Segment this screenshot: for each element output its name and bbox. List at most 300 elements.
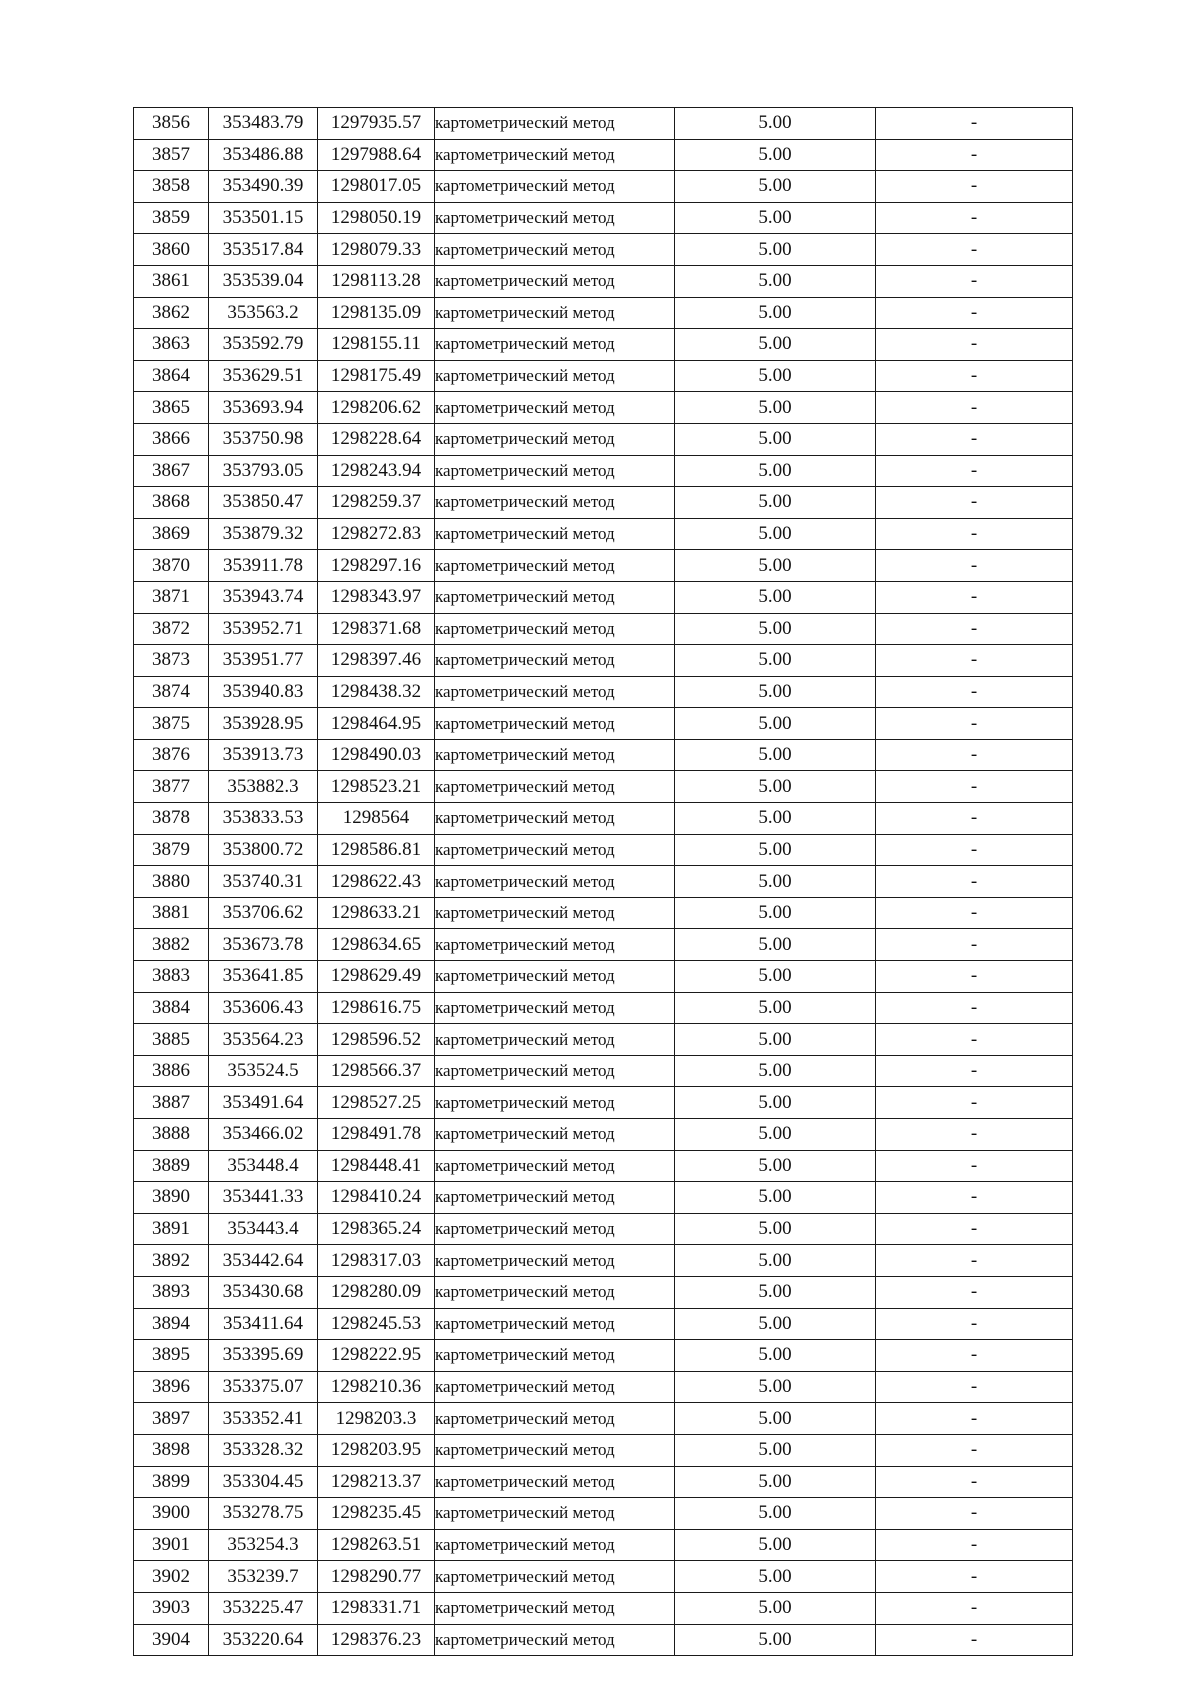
accuracy-cell: 5.00 — [675, 1213, 876, 1245]
table-row — [134, 1466, 1073, 1498]
table-row — [134, 455, 1073, 487]
accuracy-cell: 5.00 — [675, 1245, 876, 1277]
method-cell: картометрический метод — [435, 645, 675, 677]
accuracy-cell: 5.00 — [675, 771, 876, 803]
x-coordinate-cell: 353911.78 — [209, 550, 318, 582]
method-cell: картометрический метод — [435, 1150, 675, 1182]
table-row — [134, 1119, 1073, 1151]
method-cell: картометрический метод — [435, 897, 675, 929]
point-number-cell: 3893 — [134, 1276, 209, 1308]
y-coordinate-cell: 1297935.57 — [318, 108, 435, 140]
method-cell: картометрический метод — [435, 487, 675, 519]
description-cell: - — [876, 202, 1073, 234]
point-number-cell: 3890 — [134, 1182, 209, 1214]
description-cell: - — [876, 961, 1073, 993]
accuracy-cell: 5.00 — [675, 1150, 876, 1182]
accuracy-cell: 5.00 — [675, 613, 876, 645]
description-cell: - — [876, 550, 1073, 582]
point-number-cell: 3873 — [134, 645, 209, 677]
table-row — [134, 992, 1073, 1024]
description-cell: - — [876, 581, 1073, 613]
point-number-cell: 3899 — [134, 1466, 209, 1498]
point-number-cell: 3865 — [134, 392, 209, 424]
accuracy-cell: 5.00 — [675, 961, 876, 993]
accuracy-cell: 5.00 — [675, 1276, 876, 1308]
y-coordinate-cell: 1298490.03 — [318, 739, 435, 771]
accuracy-cell: 5.00 — [675, 392, 876, 424]
table-row — [134, 1529, 1073, 1561]
point-number-cell: 3877 — [134, 771, 209, 803]
y-coordinate-cell: 1298343.97 — [318, 581, 435, 613]
table-row — [134, 1403, 1073, 1435]
accuracy-cell: 5.00 — [675, 234, 876, 266]
x-coordinate-cell: 353641.85 — [209, 961, 318, 993]
accuracy-cell: 5.00 — [675, 108, 876, 140]
description-cell: - — [876, 1119, 1073, 1151]
x-coordinate-cell: 353913.73 — [209, 739, 318, 771]
y-coordinate-cell: 1298210.36 — [318, 1371, 435, 1403]
method-cell: картометрический метод — [435, 1024, 675, 1056]
x-coordinate-cell: 353328.32 — [209, 1434, 318, 1466]
table-row — [134, 423, 1073, 455]
description-cell: - — [876, 518, 1073, 550]
point-number-cell: 3895 — [134, 1340, 209, 1372]
point-number-cell: 3859 — [134, 202, 209, 234]
y-coordinate-cell: 1298206.62 — [318, 392, 435, 424]
point-number-cell: 3884 — [134, 992, 209, 1024]
point-number-cell: 3903 — [134, 1592, 209, 1624]
point-number-cell: 3898 — [134, 1434, 209, 1466]
accuracy-cell: 5.00 — [675, 1403, 876, 1435]
y-coordinate-cell: 1298491.78 — [318, 1119, 435, 1151]
x-coordinate-cell: 353606.43 — [209, 992, 318, 1024]
y-coordinate-cell: 1298448.41 — [318, 1150, 435, 1182]
point-number-cell: 3892 — [134, 1245, 209, 1277]
description-cell: - — [876, 297, 1073, 329]
point-number-cell: 3871 — [134, 581, 209, 613]
method-cell: картометрический метод — [435, 613, 675, 645]
description-cell: - — [876, 645, 1073, 677]
y-coordinate-cell: 1298397.46 — [318, 645, 435, 677]
table-row — [134, 234, 1073, 266]
coordinates-table — [133, 107, 1073, 1656]
accuracy-cell: 5.00 — [675, 834, 876, 866]
method-cell: картометрический метод — [435, 139, 675, 171]
y-coordinate-cell: 1298245.53 — [318, 1308, 435, 1340]
x-coordinate-cell: 353833.53 — [209, 803, 318, 835]
accuracy-cell: 5.00 — [675, 1308, 876, 1340]
y-coordinate-cell: 1298243.94 — [318, 455, 435, 487]
method-cell: картометрический метод — [435, 1498, 675, 1530]
description-cell: - — [876, 1624, 1073, 1656]
point-number-cell: 3876 — [134, 739, 209, 771]
table-row — [134, 139, 1073, 171]
table-row — [134, 297, 1073, 329]
accuracy-cell: 5.00 — [675, 645, 876, 677]
point-number-cell: 3882 — [134, 929, 209, 961]
y-coordinate-cell: 1298235.45 — [318, 1498, 435, 1530]
point-number-cell: 3901 — [134, 1529, 209, 1561]
y-coordinate-cell: 1298331.71 — [318, 1592, 435, 1624]
table-row — [134, 739, 1073, 771]
table-row — [134, 108, 1073, 140]
x-coordinate-cell: 353278.75 — [209, 1498, 318, 1530]
method-cell: картометрический метод — [435, 234, 675, 266]
method-cell: картометрический метод — [435, 1087, 675, 1119]
x-coordinate-cell: 353430.68 — [209, 1276, 318, 1308]
y-coordinate-cell: 1298017.05 — [318, 171, 435, 203]
description-cell: - — [876, 1371, 1073, 1403]
method-cell: картометрический метод — [435, 265, 675, 297]
point-number-cell: 3872 — [134, 613, 209, 645]
y-coordinate-cell: 1298203.95 — [318, 1434, 435, 1466]
method-cell: картометрический метод — [435, 171, 675, 203]
x-coordinate-cell: 353951.77 — [209, 645, 318, 677]
x-coordinate-cell: 353352.41 — [209, 1403, 318, 1435]
table-row — [134, 1308, 1073, 1340]
accuracy-cell: 5.00 — [675, 1561, 876, 1593]
method-cell: картометрический метод — [435, 1466, 675, 1498]
method-cell: картометрический метод — [435, 1592, 675, 1624]
y-coordinate-cell: 1298213.37 — [318, 1466, 435, 1498]
description-cell: - — [876, 1498, 1073, 1530]
x-coordinate-cell: 353592.79 — [209, 329, 318, 361]
accuracy-cell: 5.00 — [675, 1466, 876, 1498]
description-cell: - — [876, 1308, 1073, 1340]
method-cell: картометрический метод — [435, 929, 675, 961]
table-row — [134, 866, 1073, 898]
accuracy-cell: 5.00 — [675, 329, 876, 361]
y-coordinate-cell: 1298113.28 — [318, 265, 435, 297]
point-number-cell: 3874 — [134, 676, 209, 708]
y-coordinate-cell: 1298566.37 — [318, 1055, 435, 1087]
method-cell: картометрический метод — [435, 423, 675, 455]
x-coordinate-cell: 353501.15 — [209, 202, 318, 234]
x-coordinate-cell: 353486.88 — [209, 139, 318, 171]
method-cell: картометрический метод — [435, 1434, 675, 1466]
table-row — [134, 265, 1073, 297]
x-coordinate-cell: 353395.69 — [209, 1340, 318, 1372]
x-coordinate-cell: 353879.32 — [209, 518, 318, 550]
description-cell: - — [876, 1340, 1073, 1372]
accuracy-cell: 5.00 — [675, 1340, 876, 1372]
point-number-cell: 3887 — [134, 1087, 209, 1119]
description-cell: - — [876, 866, 1073, 898]
accuracy-cell: 5.00 — [675, 1182, 876, 1214]
x-coordinate-cell: 353564.23 — [209, 1024, 318, 1056]
x-coordinate-cell: 353673.78 — [209, 929, 318, 961]
method-cell: картометрический метод — [435, 108, 675, 140]
method-cell: картометрический метод — [435, 866, 675, 898]
description-cell: - — [876, 1592, 1073, 1624]
x-coordinate-cell: 353225.47 — [209, 1592, 318, 1624]
y-coordinate-cell: 1298616.75 — [318, 992, 435, 1024]
x-coordinate-cell: 353740.31 — [209, 866, 318, 898]
table-row — [134, 581, 1073, 613]
y-coordinate-cell: 1298135.09 — [318, 297, 435, 329]
x-coordinate-cell: 353706.62 — [209, 897, 318, 929]
table-row — [134, 1592, 1073, 1624]
description-cell: - — [876, 329, 1073, 361]
description-cell: - — [876, 1150, 1073, 1182]
description-cell: - — [876, 771, 1073, 803]
y-coordinate-cell: 1298629.49 — [318, 961, 435, 993]
x-coordinate-cell: 353448.4 — [209, 1150, 318, 1182]
y-coordinate-cell: 1298203.3 — [318, 1403, 435, 1435]
y-coordinate-cell: 1298586.81 — [318, 834, 435, 866]
y-coordinate-cell: 1297988.64 — [318, 139, 435, 171]
accuracy-cell: 5.00 — [675, 708, 876, 740]
table-row — [134, 487, 1073, 519]
x-coordinate-cell: 353693.94 — [209, 392, 318, 424]
description-cell: - — [876, 423, 1073, 455]
point-number-cell: 3870 — [134, 550, 209, 582]
point-number-cell: 3896 — [134, 1371, 209, 1403]
accuracy-cell: 5.00 — [675, 202, 876, 234]
method-cell: картометрический метод — [435, 992, 675, 1024]
accuracy-cell: 5.00 — [675, 897, 876, 929]
point-number-cell: 3878 — [134, 803, 209, 835]
accuracy-cell: 5.00 — [675, 1024, 876, 1056]
description-cell: - — [876, 234, 1073, 266]
x-coordinate-cell: 353750.98 — [209, 423, 318, 455]
method-cell: картометрический метод — [435, 202, 675, 234]
table-row — [134, 1561, 1073, 1593]
method-cell: картометрический метод — [435, 518, 675, 550]
x-coordinate-cell: 353239.7 — [209, 1561, 318, 1593]
accuracy-cell: 5.00 — [675, 1434, 876, 1466]
y-coordinate-cell: 1298317.03 — [318, 1245, 435, 1277]
point-number-cell: 3894 — [134, 1308, 209, 1340]
method-cell: картометрический метод — [435, 1561, 675, 1593]
y-coordinate-cell: 1298297.16 — [318, 550, 435, 582]
accuracy-cell: 5.00 — [675, 1055, 876, 1087]
table-row — [134, 961, 1073, 993]
accuracy-cell: 5.00 — [675, 581, 876, 613]
point-number-cell: 3867 — [134, 455, 209, 487]
accuracy-cell: 5.00 — [675, 423, 876, 455]
description-cell: - — [876, 1182, 1073, 1214]
x-coordinate-cell: 353254.3 — [209, 1529, 318, 1561]
y-coordinate-cell: 1298596.52 — [318, 1024, 435, 1056]
point-number-cell: 3866 — [134, 423, 209, 455]
y-coordinate-cell: 1298376.23 — [318, 1624, 435, 1656]
point-number-cell: 3869 — [134, 518, 209, 550]
method-cell: картометрический метод — [435, 803, 675, 835]
point-number-cell: 3902 — [134, 1561, 209, 1593]
accuracy-cell: 5.00 — [675, 487, 876, 519]
method-cell: картометрический метод — [435, 1403, 675, 1435]
description-cell: - — [876, 139, 1073, 171]
method-cell: картометрический метод — [435, 1055, 675, 1087]
method-cell: картометрический метод — [435, 297, 675, 329]
table-row — [134, 171, 1073, 203]
description-cell: - — [876, 613, 1073, 645]
x-coordinate-cell: 353443.4 — [209, 1213, 318, 1245]
method-cell: картометрический метод — [435, 1308, 675, 1340]
x-coordinate-cell: 353940.83 — [209, 676, 318, 708]
y-coordinate-cell: 1298050.19 — [318, 202, 435, 234]
description-cell: - — [876, 455, 1073, 487]
y-coordinate-cell: 1298371.68 — [318, 613, 435, 645]
y-coordinate-cell: 1298175.49 — [318, 360, 435, 392]
point-number-cell: 3858 — [134, 171, 209, 203]
table-row — [134, 1150, 1073, 1182]
description-cell: - — [876, 992, 1073, 1024]
x-coordinate-cell: 353483.79 — [209, 108, 318, 140]
x-coordinate-cell: 353466.02 — [209, 1119, 318, 1151]
description-cell: - — [876, 1403, 1073, 1435]
method-cell: картометрический метод — [435, 676, 675, 708]
method-cell: картометрический метод — [435, 1529, 675, 1561]
accuracy-cell: 5.00 — [675, 265, 876, 297]
point-number-cell: 3862 — [134, 297, 209, 329]
description-cell: - — [876, 834, 1073, 866]
description-cell: - — [876, 676, 1073, 708]
x-coordinate-cell: 353882.3 — [209, 771, 318, 803]
y-coordinate-cell: 1298228.64 — [318, 423, 435, 455]
description-cell: - — [876, 1466, 1073, 1498]
accuracy-cell: 5.00 — [675, 139, 876, 171]
accuracy-cell: 5.00 — [675, 803, 876, 835]
description-cell: - — [876, 392, 1073, 424]
x-coordinate-cell: 353629.51 — [209, 360, 318, 392]
table-row — [134, 1276, 1073, 1308]
table-row — [134, 708, 1073, 740]
table-row — [134, 929, 1073, 961]
y-coordinate-cell: 1298280.09 — [318, 1276, 435, 1308]
point-number-cell: 3900 — [134, 1498, 209, 1530]
method-cell: картометрический метод — [435, 329, 675, 361]
table-row — [134, 550, 1073, 582]
x-coordinate-cell: 353220.64 — [209, 1624, 318, 1656]
accuracy-cell: 5.00 — [675, 739, 876, 771]
description-cell: - — [876, 897, 1073, 929]
accuracy-cell: 5.00 — [675, 171, 876, 203]
y-coordinate-cell: 1298079.33 — [318, 234, 435, 266]
table-row — [134, 202, 1073, 234]
x-coordinate-cell: 353928.95 — [209, 708, 318, 740]
method-cell: картометрический метод — [435, 1624, 675, 1656]
x-coordinate-cell: 353304.45 — [209, 1466, 318, 1498]
table-row — [134, 771, 1073, 803]
accuracy-cell: 5.00 — [675, 866, 876, 898]
table-row — [134, 518, 1073, 550]
y-coordinate-cell: 1298222.95 — [318, 1340, 435, 1372]
point-number-cell: 3861 — [134, 265, 209, 297]
table-row — [134, 803, 1073, 835]
point-number-cell: 3886 — [134, 1055, 209, 1087]
y-coordinate-cell: 1298523.21 — [318, 771, 435, 803]
x-coordinate-cell: 353491.64 — [209, 1087, 318, 1119]
point-number-cell: 3881 — [134, 897, 209, 929]
table-row — [134, 834, 1073, 866]
y-coordinate-cell: 1298622.43 — [318, 866, 435, 898]
point-number-cell: 3891 — [134, 1213, 209, 1245]
table-row — [134, 1087, 1073, 1119]
table-row — [134, 676, 1073, 708]
table-row — [134, 329, 1073, 361]
x-coordinate-cell: 353375.07 — [209, 1371, 318, 1403]
x-coordinate-cell: 353850.47 — [209, 487, 318, 519]
table-row — [134, 1182, 1073, 1214]
y-coordinate-cell: 1298290.77 — [318, 1561, 435, 1593]
description-cell: - — [876, 171, 1073, 203]
method-cell: картометрический метод — [435, 550, 675, 582]
table-row — [134, 1024, 1073, 1056]
table-row — [134, 1245, 1073, 1277]
table-row — [134, 1434, 1073, 1466]
x-coordinate-cell: 353539.04 — [209, 265, 318, 297]
y-coordinate-cell: 1298564 — [318, 803, 435, 835]
method-cell: картометрический метод — [435, 1213, 675, 1245]
table-row — [134, 1340, 1073, 1372]
point-number-cell: 3875 — [134, 708, 209, 740]
x-coordinate-cell: 353563.2 — [209, 297, 318, 329]
accuracy-cell: 5.00 — [675, 1529, 876, 1561]
method-cell: картометрический метод — [435, 834, 675, 866]
x-coordinate-cell: 353952.71 — [209, 613, 318, 645]
table-row — [134, 1371, 1073, 1403]
description-cell: - — [876, 1087, 1073, 1119]
method-cell: картометрический метод — [435, 771, 675, 803]
point-number-cell: 3863 — [134, 329, 209, 361]
method-cell: картометрический метод — [435, 1245, 675, 1277]
accuracy-cell: 5.00 — [675, 550, 876, 582]
accuracy-cell: 5.00 — [675, 929, 876, 961]
table-row — [134, 1624, 1073, 1656]
description-cell: - — [876, 1024, 1073, 1056]
description-cell: - — [876, 929, 1073, 961]
description-cell: - — [876, 739, 1073, 771]
method-cell: картометрический метод — [435, 1119, 675, 1151]
x-coordinate-cell: 353943.74 — [209, 581, 318, 613]
description-cell: - — [876, 487, 1073, 519]
description-cell: - — [876, 360, 1073, 392]
accuracy-cell: 5.00 — [675, 1119, 876, 1151]
description-cell: - — [876, 1529, 1073, 1561]
description-cell: - — [876, 1055, 1073, 1087]
table-body — [134, 108, 1073, 1656]
table-row — [134, 1498, 1073, 1530]
accuracy-cell: 5.00 — [675, 518, 876, 550]
x-coordinate-cell: 353490.39 — [209, 171, 318, 203]
accuracy-cell: 5.00 — [675, 1371, 876, 1403]
method-cell: картометрический метод — [435, 739, 675, 771]
y-coordinate-cell: 1298155.11 — [318, 329, 435, 361]
accuracy-cell: 5.00 — [675, 676, 876, 708]
description-cell: - — [876, 108, 1073, 140]
method-cell: картометрический метод — [435, 1182, 675, 1214]
y-coordinate-cell: 1298365.24 — [318, 1213, 435, 1245]
method-cell: картометрический метод — [435, 1276, 675, 1308]
y-coordinate-cell: 1298633.21 — [318, 897, 435, 929]
table-row — [134, 897, 1073, 929]
accuracy-cell: 5.00 — [675, 1498, 876, 1530]
x-coordinate-cell: 353442.64 — [209, 1245, 318, 1277]
description-cell: - — [876, 1434, 1073, 1466]
y-coordinate-cell: 1298527.25 — [318, 1087, 435, 1119]
method-cell: картометрический метод — [435, 1340, 675, 1372]
table-row — [134, 360, 1073, 392]
method-cell: картометрический метод — [435, 360, 675, 392]
point-number-cell: 3860 — [134, 234, 209, 266]
y-coordinate-cell: 1298634.65 — [318, 929, 435, 961]
point-number-cell: 3897 — [134, 1403, 209, 1435]
y-coordinate-cell: 1298410.24 — [318, 1182, 435, 1214]
table-row — [134, 1213, 1073, 1245]
description-cell: - — [876, 1213, 1073, 1245]
